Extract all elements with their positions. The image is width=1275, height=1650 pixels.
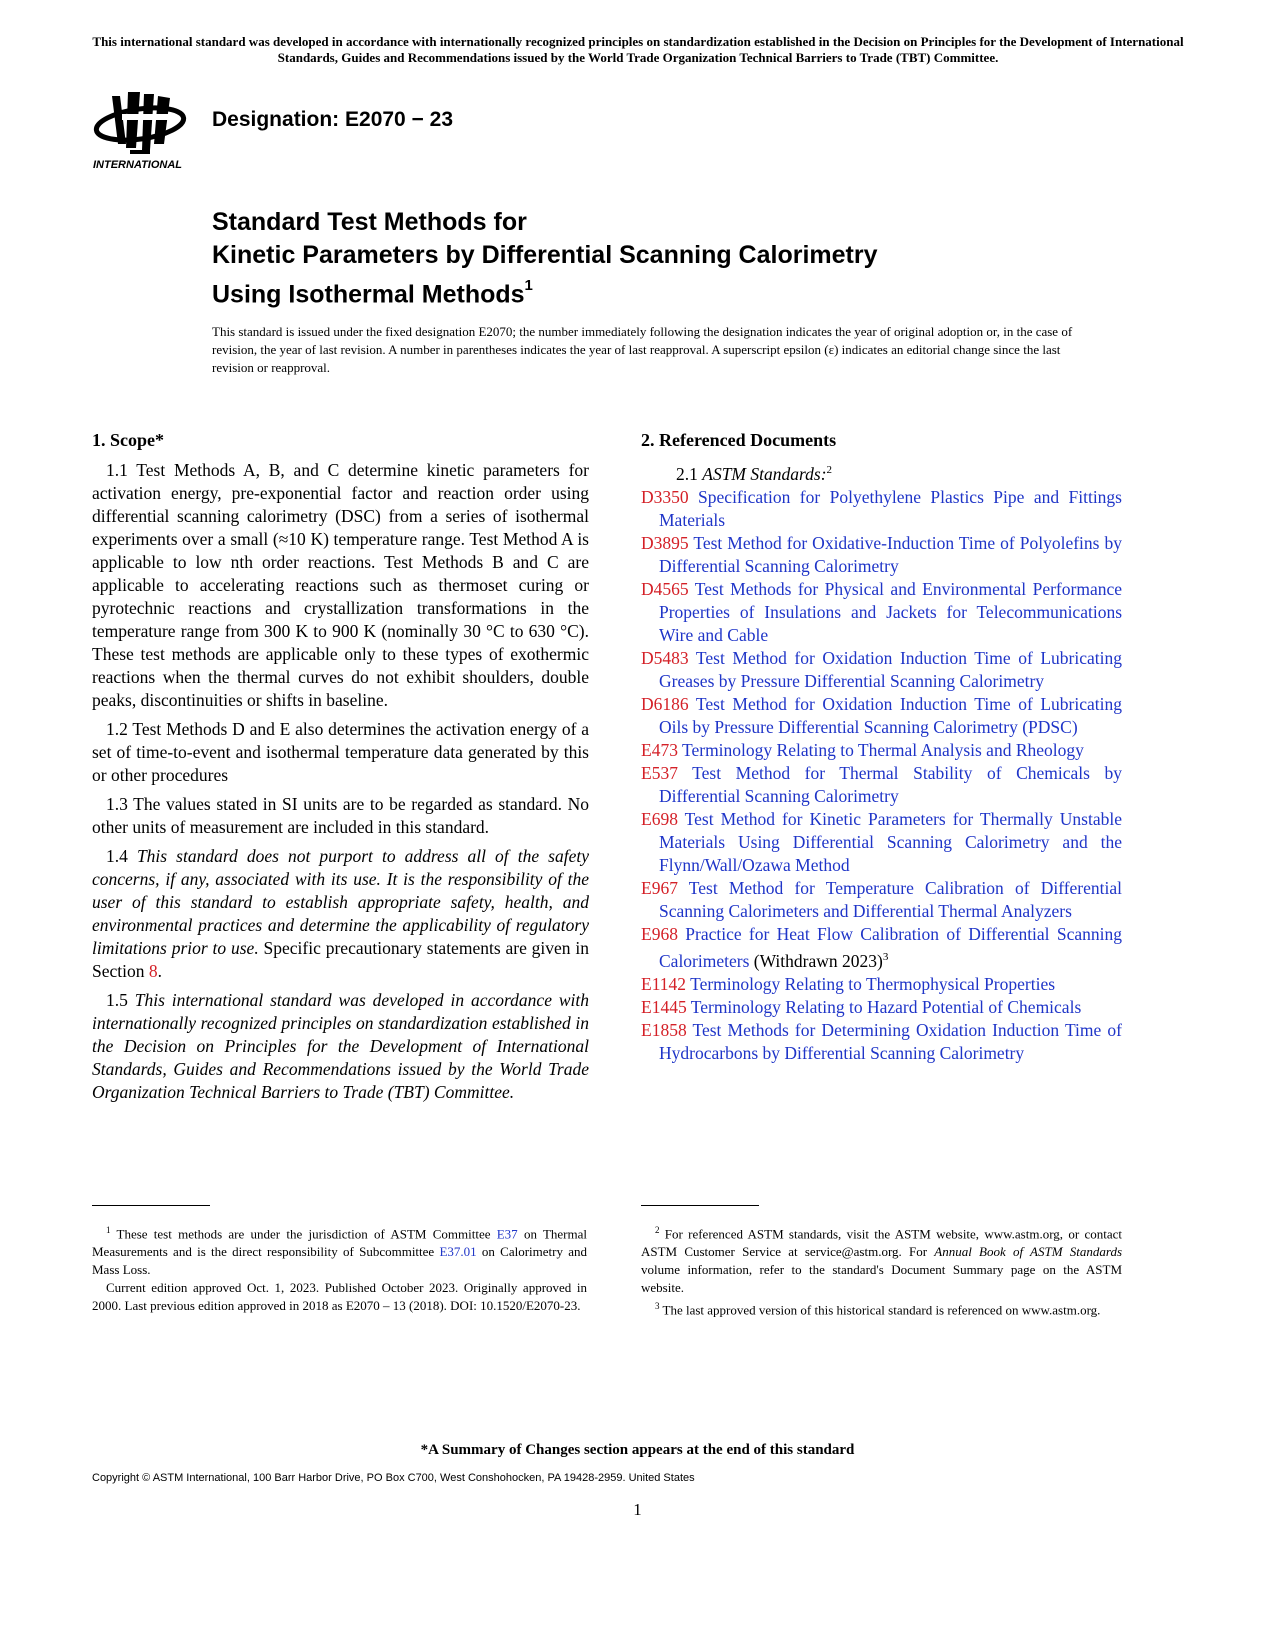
footnote-2-mark[interactable]: 2 (826, 464, 833, 476)
reference-item (641, 578, 1122, 647)
scope-1-4: 1.4 This standard does not purport to address all of the safety concerns, if any, associated with its use. It is the responsibility of the user of this standard to establish appropriate safety, health, and environmental practices and determine the applicability of regulatory limitations prior to use. Specific precautionary statements are given in Section 8. (92, 846, 590, 981)
reference-code-link[interactable]: E473 (641, 739, 678, 760)
reference-title-link[interactable]: Test Method for Temperature Calibration of Differential Scanning Calorimeters and Differential Thermal Analyzers (659, 877, 1122, 921)
astm-standards-subheading: 2.1 ASTM Standards:$^2$ (676, 463, 833, 484)
committee-e37-link[interactable]: E37 (496, 1226, 518, 1242)
reference-title-link[interactable]: Practice for Heat Flow Calibration of Differential Scanning Calorimeters (659, 923, 1122, 971)
reference-title-link[interactable]: Test Method for Oxidation Induction Time of Lubricating Greases by Pressure Differential Scanning Calorimetry (659, 647, 1122, 691)
reference-title-link[interactable]: Terminology Relating to Thermal Analysis and Rheology (677, 739, 1084, 760)
reference-code-link[interactable]: D3350 (641, 486, 689, 507)
reference-item (641, 1019, 1122, 1065)
reference-title-link[interactable]: Test Method for Thermal Stability of Chemicals by Differential Scanning Calorimetry (659, 762, 1122, 806)
scope-section (92, 429, 589, 1110)
reference-item (641, 923, 1122, 973)
title-footnote-mark[interactable]: 1 (524, 277, 533, 294)
reference-item (641, 996, 1122, 1019)
page-number: 1 (633, 1500, 642, 1519)
reference-item (641, 762, 1122, 808)
references-heading: 2. Referenced Documents (641, 430, 837, 450)
title-line-3: Using Isothermal Methods$^1$ (212, 277, 533, 309)
reference-title-link[interactable]: Terminology Relating to Thermophysical Properties (686, 973, 1056, 994)
reference-list (641, 486, 1122, 1065)
reference-item (641, 973, 1122, 996)
reference-item (641, 877, 1122, 923)
reference-item (641, 739, 1122, 762)
scope-1-3: 1.3 The values stated in SI units are to be regarded as standard. No other units of measurement are included in this standard. (92, 794, 589, 837)
footnote-1-edition: Current edition approved Oct. 1, 2023. Published October 2023. Originally approved in 2000. Last previous edition approved in 2018 as E2070 – 13 (2018). DOI: 10.1520/E2070-23. (92, 1280, 587, 1314)
astm-logo-mark (92, 86, 190, 172)
scope-heading: 1. Scope* (92, 430, 164, 450)
reference-code-link[interactable]: E1858 (641, 1019, 687, 1040)
reference-code-link[interactable]: D4565 (641, 578, 689, 599)
document-title (212, 206, 878, 311)
copyright: Copyright © ASTM International, 100 Barr Harbor Drive, PO Box C700, West Conshohocken, PA 19428-2959. United States (92, 1472, 695, 1484)
reference-item (641, 532, 1122, 578)
astm-logo (92, 86, 190, 172)
references-section (641, 429, 1122, 1065)
footnote-3: $^3$ The last approved version of this historical standard is referenced on www.astm.org. (655, 1301, 1101, 1318)
scope-1-2: 1.2 Test Methods D and E also determines the activation energy of a set of time-to-event and isothermal temperature data generated by this or other procedures (92, 719, 589, 785)
footnote-rule-right (641, 1205, 759, 1206)
issuance-notice: This standard is issued under the fixed designation E2070; the number immediately following the designation indicates the year of original adoption or, in the case of revision, the year of last revision. A number in parentheses indicates the year of last reapproval. A superscript epsilon (ε) indicates an editorial change since the last revision or reapproval. (212, 324, 1073, 375)
subcommittee-e37-01-link[interactable]: E37.01 (439, 1244, 477, 1260)
reference-code-link[interactable]: E1142 (641, 973, 687, 994)
reference-title-link[interactable]: Specification for Polyethylene Plastics Pipe and Fittings Materials (659, 486, 1122, 530)
footnotes-left (92, 1221, 587, 1315)
footnote-2: $^2$ For referenced ASTM standards, visit the ASTM website, www.astm.org, or contact ASTM Customer Service at service@astm.org. For Annual Book of ASTM Standards volume information, refer to the standard's Document Summary page on the ASTM website. (641, 1225, 1123, 1296)
scope-1-1: 1.1 Test Methods A, B, and C determine kinetic parameters for activation energy, pre-exponential factor and reaction order using differential scanning calorimetry (DSC) from a series of isothermal experiments over a small (≈10 K) temperature range. Test Method A is applicable to low nth order reactions. Test Methods B and C are applicable to accelerating reactions such as thermoset curing or pyrotechnic reactions and crystallization transformations in the temperature range from 300 K to 900 K (nominally 30 °C to 630 °C). These test methods are applicable only to these types of exothermic reactions when the thermal curves do not exhibit shoulders, double peaks, discontinuities or shifts in baseline. (92, 460, 589, 710)
withdrawn-note: (Withdrawn 2023) (749, 950, 883, 971)
footnotes-right (641, 1221, 1122, 1320)
title-line-2: Kinetic Parameters by Differential Scanning Calorimetry (212, 241, 878, 269)
reference-code-link[interactable]: D5483 (641, 647, 689, 668)
summary-of-changes-note: *A Summary of Changes section appears at the end of this standard (420, 1442, 855, 1458)
reference-title-link[interactable]: Test Method for Oxidation Induction Time of Lubricating Oils by Pressure Differential Scanning Calorimetry (PDSC) (659, 693, 1122, 737)
reference-title-link[interactable]: Test Methods for Physical and Environmental Performance Properties of Insulations and Jackets for Telecommunications Wire and Cable (659, 578, 1122, 645)
footnote-1: $^1$ These test methods are under the jurisdiction of ASTM Committee E37 on Thermal Measurements and is the direct responsibility of Subcommittee E37.01 on Calorimetry and Mass Loss. (92, 1225, 587, 1278)
designation: Designation: E2070 − 23 (212, 108, 454, 131)
title-line-1: Standard Test Methods for (212, 208, 527, 236)
reference-code-link[interactable]: E537 (641, 762, 678, 783)
reference-code-link[interactable]: D3895 (641, 532, 689, 553)
section-8-link[interactable]: 8 (148, 961, 158, 981)
footnote-3-mark[interactable]: 3 (882, 950, 889, 963)
reference-code-link[interactable]: E698 (641, 808, 678, 829)
reference-code-link[interactable]: D6186 (641, 693, 689, 714)
reference-item (641, 808, 1122, 877)
reference-title-link[interactable]: Test Methods for Determining Oxidation Induction Time of Hydrocarbons by Differential Scanning Calorimetry (659, 1019, 1122, 1063)
logo-text: INTERNATIONAL (93, 159, 183, 171)
reference-item (641, 693, 1122, 739)
footnote-rule-left (92, 1205, 210, 1206)
reference-title-link[interactable]: Test Method for Kinetic Parameters for Thermally Unstable Materials Using Differential Scanning Calorimetry and the Flynn/Wall/Ozawa Method (659, 808, 1122, 875)
reference-item (641, 486, 1122, 532)
trade-banner: This international standard was developed in accordance with internationally recognized principles on standardization established in the Decision on Principles for the Development of International Standards, Guides and Recommendations issued by the World Trade Organization Technical Barriers to Trade (TBT) Committee. (92, 34, 1184, 65)
reference-item (641, 647, 1122, 693)
reference-code-link[interactable]: E1445 (641, 996, 687, 1017)
reference-code-link[interactable]: E968 (641, 923, 678, 944)
reference-title-link[interactable]: Terminology Relating to Hazard Potential of Chemicals (686, 996, 1082, 1017)
scope-1-5: 1.5 This international standard was developed in accordance with internationally recognized principles on standardization established in the Decision on Principles for the Development of International Standards, Guides and Recommendations issued by the World Trade Organization Technical Barriers to Trade (TBT) Committee. (92, 990, 590, 1102)
reference-code-link[interactable]: E967 (641, 877, 678, 898)
reference-title-link[interactable]: Test Method for Oxidative-Induction Time of Polyolefins by Differential Scanning Calorimetry (659, 532, 1122, 576)
